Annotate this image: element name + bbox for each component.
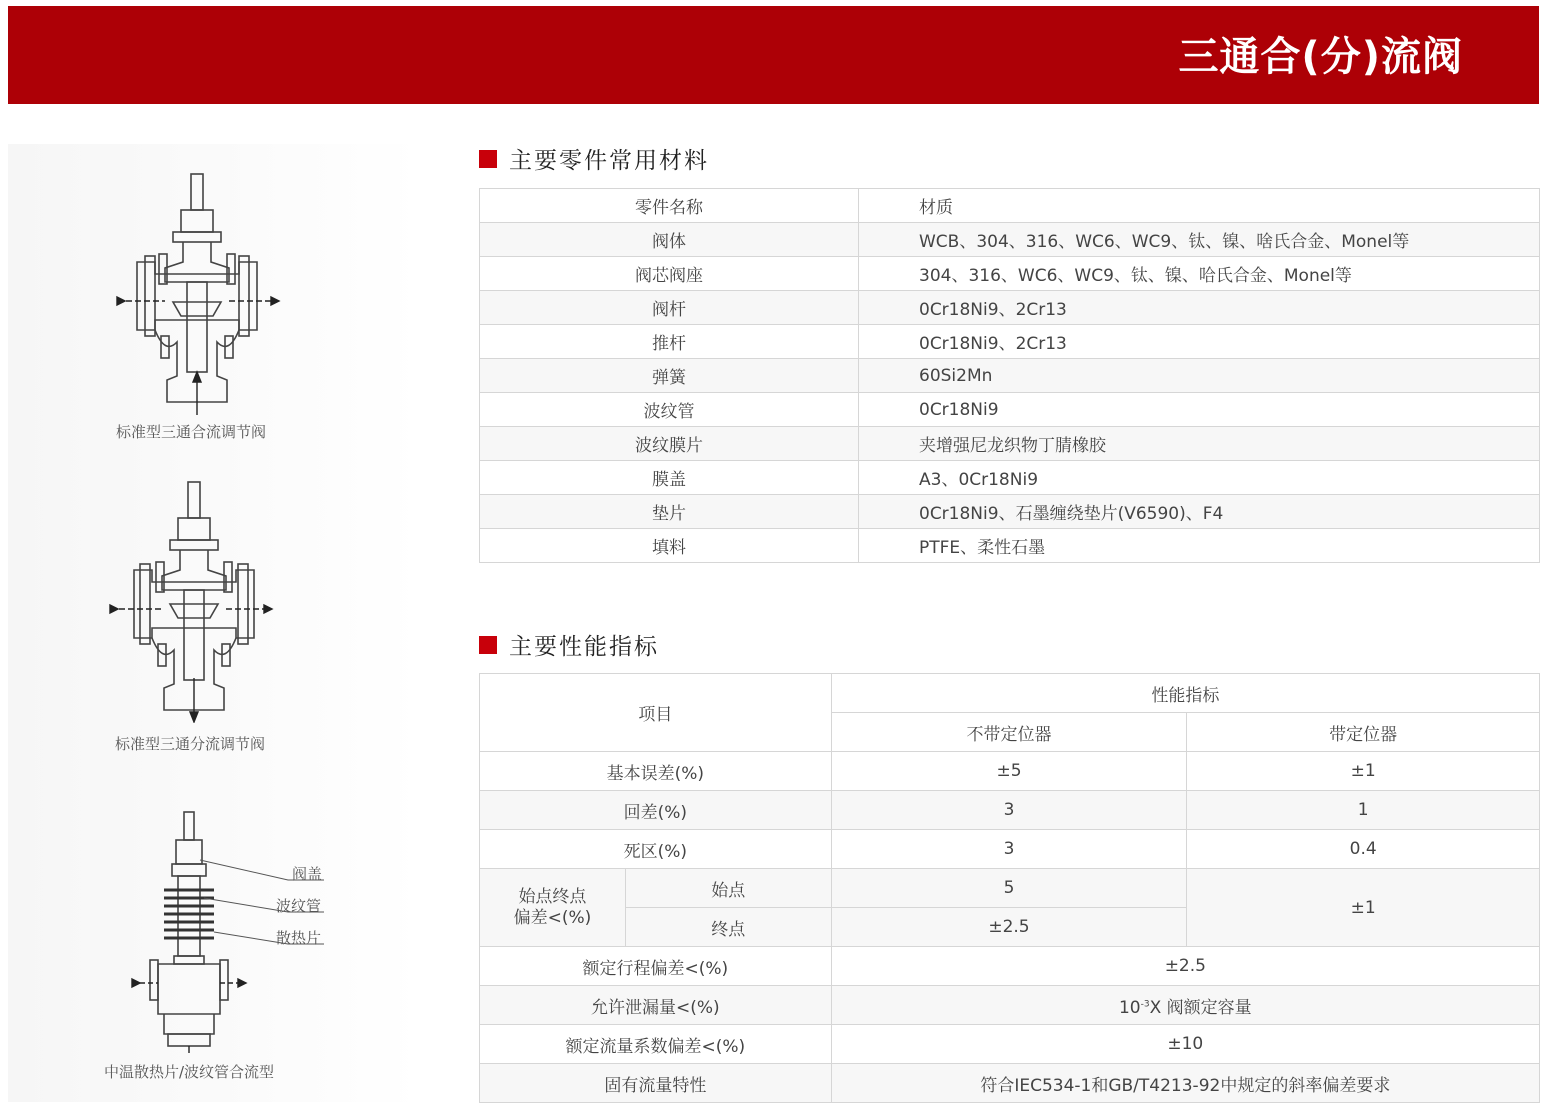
materials-section-title: 主要零件常用材料 (509, 148, 709, 174)
figure-caption-merge: 标准型三通合流调节阀 (116, 423, 267, 441)
callout-bonnet: 阀盖 (292, 865, 323, 883)
callout-bellows: 波纹管 (276, 897, 322, 915)
part-name: 垫片 (480, 495, 859, 529)
table-row (480, 869, 1540, 908)
table-row (480, 1064, 1540, 1103)
table-row (480, 752, 1540, 791)
header-cell: 材质 (859, 189, 1540, 223)
valve-divert-drawing-icon (108, 478, 278, 723)
performance-section-header (479, 628, 659, 661)
table-row (480, 359, 1540, 393)
row-sublabel: 始点 (625, 869, 831, 908)
cell-value: ±10 (831, 1025, 1539, 1064)
row-label: 基本误差(%) (480, 752, 832, 791)
row-label-endpoint (480, 869, 626, 947)
leakage-suffix: X 阀额定容量 (1149, 997, 1252, 1018)
leakage-base: 10 (1118, 997, 1141, 1018)
material-value: WCB、304、316、WC6、WC9、钛、镍、啥氏合金、Monel等 (859, 223, 1540, 257)
table-row (480, 947, 1540, 986)
cell-value: 1 (1187, 791, 1540, 830)
cell-value: ±1 (1187, 869, 1540, 947)
table-row (480, 495, 1540, 529)
table-row (480, 257, 1540, 291)
materials-table (479, 188, 1540, 563)
table-row (480, 223, 1540, 257)
table-row (480, 291, 1540, 325)
section-mark-icon (479, 636, 497, 654)
figure-caption-bellows: 中温散热片/波纹管合流型 (104, 1063, 275, 1081)
table-row (480, 461, 1540, 495)
header-item: 项目 (480, 674, 832, 752)
cell-value: ±2.5 (831, 908, 1187, 947)
material-value: 0Cr18Ni9、2Cr13 (859, 291, 1540, 325)
material-value: 0Cr18Ni9、石墨缠绕垫片(V6590)、F4 (859, 495, 1540, 529)
page-title: 三通合(分)流阀 (1178, 34, 1463, 80)
row-label: 额定行程偏差<(%) (480, 947, 832, 986)
table-row (480, 830, 1540, 869)
cell-value: ±5 (831, 752, 1187, 791)
row-label: 允许泄漏量<(%) (480, 986, 832, 1025)
material-value: A3、0Cr18Ni9 (859, 461, 1540, 495)
table-row (480, 427, 1540, 461)
performance-table (479, 673, 1540, 1103)
callout-fins: 散热片 (276, 929, 322, 947)
table-row (480, 1025, 1540, 1064)
valve-merge-drawing-icon (115, 170, 285, 415)
performance-section-title: 主要性能指标 (509, 634, 659, 660)
row-label: 死区(%) (480, 830, 832, 869)
leakage-exponent: -3 (1140, 998, 1150, 1009)
endpoint-label-line1: 始点终点 (518, 886, 587, 907)
table-row (480, 393, 1540, 427)
table-header-row (480, 674, 1540, 713)
table-row (480, 791, 1540, 830)
part-name: 弹簧 (480, 359, 859, 393)
header-banner (8, 6, 1539, 104)
material-value: 夹增强尼龙织物丁腈橡胶 (859, 427, 1540, 461)
part-name: 填料 (480, 529, 859, 563)
part-name: 阀芯阀座 (480, 257, 859, 291)
materials-section-header (479, 142, 709, 175)
material-value: 304、316、WC6、WC9、钛、镍、哈氏合金、Monel等 (859, 257, 1540, 291)
section-mark-icon (479, 150, 497, 168)
cell-value: 3 (831, 791, 1187, 830)
part-name: 波纹管 (480, 393, 859, 427)
part-name: 阀体 (480, 223, 859, 257)
cell-value-leakage (831, 986, 1539, 1025)
part-name: 膜盖 (480, 461, 859, 495)
part-name: 推杆 (480, 325, 859, 359)
row-label: 回差(%) (480, 791, 832, 830)
cell-value: ±2.5 (831, 947, 1539, 986)
row-sublabel: 终点 (625, 908, 831, 947)
row-label: 固有流量特性 (480, 1064, 832, 1103)
table-row (480, 529, 1540, 563)
table-row (480, 986, 1540, 1025)
part-name: 阀杆 (480, 291, 859, 325)
cell-value: 符合IEC534-1和GB/T4213-92中规定的斜率偏差要求 (831, 1064, 1539, 1103)
header-with-positioner: 带定位器 (1187, 713, 1540, 752)
material-value: 0Cr18Ni9 (859, 393, 1540, 427)
header-without-positioner: 不带定位器 (831, 713, 1187, 752)
cell-value: 3 (831, 830, 1187, 869)
header-cell: 零件名称 (480, 189, 859, 223)
table-row (480, 325, 1540, 359)
endpoint-label-line2: 偏差<(%) (513, 907, 592, 928)
row-label: 额定流量系数偏差<(%) (480, 1025, 832, 1064)
cell-value: 0.4 (1187, 830, 1540, 869)
material-value: 60Si2Mn (859, 359, 1540, 393)
cell-value: ±1 (1187, 752, 1540, 791)
header-group: 性能指标 (831, 674, 1539, 713)
material-value: 0Cr18Ni9、2Cr13 (859, 325, 1540, 359)
material-value: PTFE、柔性石墨 (859, 529, 1540, 563)
cell-value: 5 (831, 869, 1187, 908)
table-header-row (480, 189, 1540, 223)
figure-caption-divert: 标准型三通分流调节阀 (115, 735, 266, 753)
part-name: 波纹膜片 (480, 427, 859, 461)
